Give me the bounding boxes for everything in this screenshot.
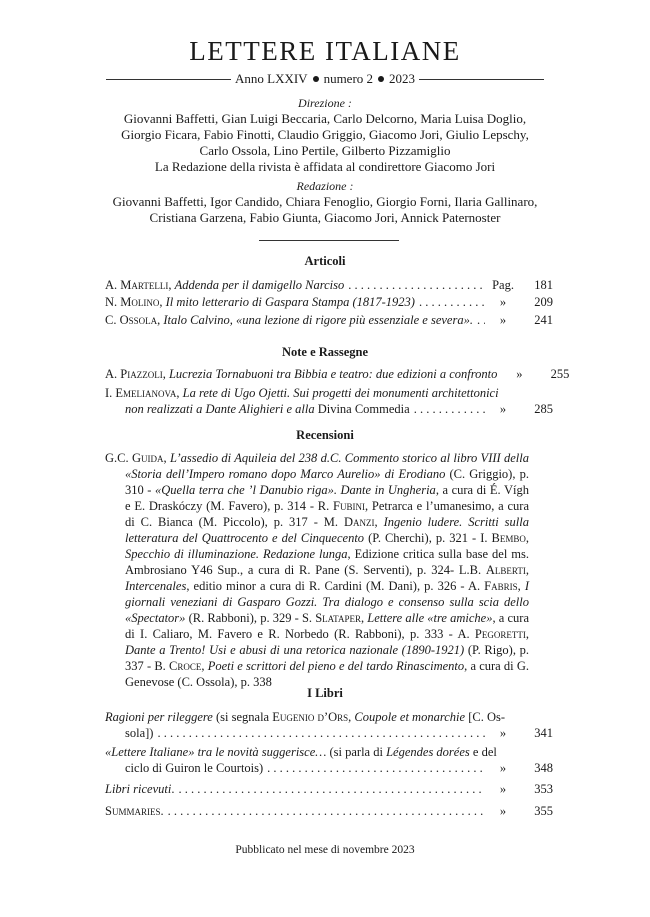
author-name: Emelianova (115, 386, 177, 400)
entry-title: Coupole et monarchie (354, 710, 466, 724)
issue-year: Anno LXXIV (234, 71, 308, 86)
page-label: » (499, 761, 507, 775)
toc-entry[interactable] (105, 385, 553, 417)
direzione-label: Direzione : (298, 96, 352, 110)
author-name: Molino (120, 295, 160, 309)
entry-title: «Lettere Italiane» tra le novità suggerisce… (105, 745, 327, 759)
author-initial: C. (105, 313, 120, 327)
separator: , (157, 313, 164, 327)
dot-leader (178, 781, 485, 797)
entry-text-continued: ciclo di Guiron le Courtois) (125, 761, 264, 775)
page-label: » (499, 726, 507, 740)
page-label: » (499, 782, 507, 796)
page-label: » (499, 804, 507, 818)
entry-text: . (160, 804, 164, 818)
entry-text: (si parla di (326, 745, 387, 759)
dot-leader (267, 760, 485, 776)
entry-title: Il mito letterario di Gaspara Stampa (1817-1923) (165, 295, 415, 309)
dot-leader (414, 401, 485, 417)
entry-title: La rete di Ugo Ojetti. Sui progetti dei monumenti architettonici (182, 386, 499, 400)
author-initial: A. (105, 367, 121, 381)
issue-rule-left (106, 79, 231, 80)
page-label: » (516, 367, 523, 381)
author-name: Martelli (120, 278, 169, 292)
entry-text: e del (469, 745, 497, 759)
page-number: 285 (534, 402, 553, 416)
issue-line (106, 71, 544, 87)
redazione-line: Giovanni Baffetti, Igor Candido, Chiara Fenoglio, Giorgio Forni, Ilaria Gallinaro, (112, 194, 538, 209)
entry-title-continued: non realizzati a Dante Alighieri e alla (125, 402, 318, 416)
dot-leader (157, 725, 485, 741)
toc-entry[interactable] (105, 366, 570, 382)
author-initial: N. (105, 295, 121, 309)
separator: , (159, 295, 166, 309)
bullet-icon (378, 76, 384, 82)
page-label: » (499, 313, 507, 327)
author-initial: I. (105, 386, 116, 400)
author-name: Ossola (119, 313, 158, 327)
toc-entry[interactable] (105, 781, 553, 797)
bullet-icon (313, 76, 319, 82)
toc-entry[interactable] (105, 709, 553, 741)
section-heading-note: Note e Rassegne (281, 345, 369, 359)
page-label: » (499, 295, 507, 309)
entry-title-continued: Divina Commedia (317, 402, 410, 416)
author-name: Eugenio d’Ors (272, 710, 349, 724)
page-number: 255 (550, 367, 570, 381)
redazione-label: Redazione : (296, 179, 354, 193)
entry-title: Summaries (105, 804, 161, 818)
author-name: Piazzoli (120, 367, 163, 381)
entry-title: Addenda per il damigello Narciso (174, 278, 345, 292)
toc-entry[interactable] (105, 294, 553, 310)
page-number: 355 (534, 804, 553, 818)
dot-leader (419, 294, 485, 310)
page-number: 353 (534, 782, 553, 796)
section-heading-libri: I Libri (307, 686, 343, 700)
page-number: 341 (534, 726, 553, 740)
redazione-block (80, 178, 570, 226)
issue-number: numero 2 (323, 71, 374, 86)
dot-leader (348, 277, 485, 293)
entry-text: . (171, 782, 175, 796)
toc-entry[interactable] (105, 744, 553, 776)
page-label: » (499, 402, 507, 416)
publication-note: Pubblicato nel mese di novembre 2023 (235, 844, 415, 856)
direzione-line: Giorgio Ficara, Fabio Finotti, Claudio Griggio, Giacomo Jori, Giulio Lepschy, (121, 127, 529, 142)
separator: , (162, 367, 169, 381)
entry-text: (si segnala (212, 710, 273, 724)
toc-entry[interactable] (105, 277, 553, 293)
section-heading-articoli: Articoli (304, 254, 346, 268)
page-number: 241 (534, 313, 553, 327)
page-label: Pag. (492, 278, 514, 292)
section-heading-recensioni: Recensioni (296, 428, 354, 442)
page-number: 181 (534, 278, 553, 292)
redazione-line: Cristiana Garzena, Fabio Giunta, Giacomo Jori, Annick Paternoster (149, 210, 501, 225)
entry-text: [C. Os- (465, 710, 505, 724)
entry-title: Légendes dorées (386, 745, 470, 759)
page-number: 348 (534, 761, 553, 775)
separator: , (168, 278, 175, 292)
direzione-block (80, 95, 570, 159)
entry-title: Lucrezia Tornabuoni tra Bibbia e teatro: due edizioni a confronto (168, 367, 498, 381)
direzione-line: Giovanni Baffetti, Gian Luigi Beccaria, Carlo Delcorno, Maria Luisa Doglio, (123, 111, 527, 126)
direzione-line: Carlo Ossola, Lino Pertile, Gilberto Pizzamiglio (199, 143, 451, 158)
author-initial: A. (105, 278, 121, 292)
entry-title: Italo Calvino, «una lezione di rigore più essenziale e severa». (163, 313, 473, 327)
dot-leader (477, 312, 485, 328)
separator: , (348, 710, 355, 724)
issue-rule-right (419, 79, 544, 80)
entry-text-continued: sola]) (125, 726, 154, 740)
toc-entry[interactable] (105, 312, 553, 328)
redazione-note: La Redazione della rivista è affidata al condirettore Giacomo Jori (154, 159, 496, 174)
dot-leader (168, 803, 485, 819)
divider (259, 240, 399, 241)
recensioni-paragraph: G.C. Guida, L’assedio di Aquileia del 238 d.C. Commento storico al libro VIII della «Storia dell’Impero romano dopo Marco Aurelio» di Erodiano (C. Griggio), p. 310 - «Quella terra che ’l Danubio riga». Dante in Ungheria, a cura di É. Vígh e E. Draskóczy (M. Favero), p. 314 - R. Fubini, Petrarca e l’umanesimo, a cura di C. Bianca (M. Piccolo), p. 317 - M. Danzi, Ingenio ludere. Scritti sulla letteratura del Quattrocento e del Cinquecento (P. Cherchi), p. 321 - I. Bembo, Specchio di illuminazione. Redazione lunga, Edizione critica sulla base del ms. Ambrosiano Y46 Sup., a cura di R. Pane (S. Serventi), p. 324- L.B. Alberti, Intercenales, editio minor a cura di R. Cardini (M. Dani), p. 326 - A. Fabris, I giornali veneziani di Gasparo Gozzi. Tra dialogo e consenso sulla scia dello «Spectator» (R. Rabboni), p. 329 - S. Slataper, Lettere alle «tre amiche», a cura di I. Caliaro, M. Favero e R. Norbedo (R. Rabboni), p. 333 - A. Pegoretti, Dante a Trento! Usi e abusi di una retorica nazionale (1890-1921) (P. Rigo), p. 337 - B. Croce, Poeti e scrittori del pieno e del tardo Rinascimento, a cura di G. Genevose (C. Ossola), p. 338 (105, 451, 530, 689)
toc-entry[interactable] (105, 803, 553, 819)
entry-title: Ragioni per rileggere (105, 710, 213, 724)
entry-title: Libri ricevuti (105, 782, 172, 796)
issue-info (231, 71, 419, 87)
page-number: 209 (534, 295, 553, 309)
separator: , (176, 386, 183, 400)
journal-title: LETTERE ITALIANE (189, 36, 461, 66)
issue-date: 2023 (389, 71, 416, 86)
